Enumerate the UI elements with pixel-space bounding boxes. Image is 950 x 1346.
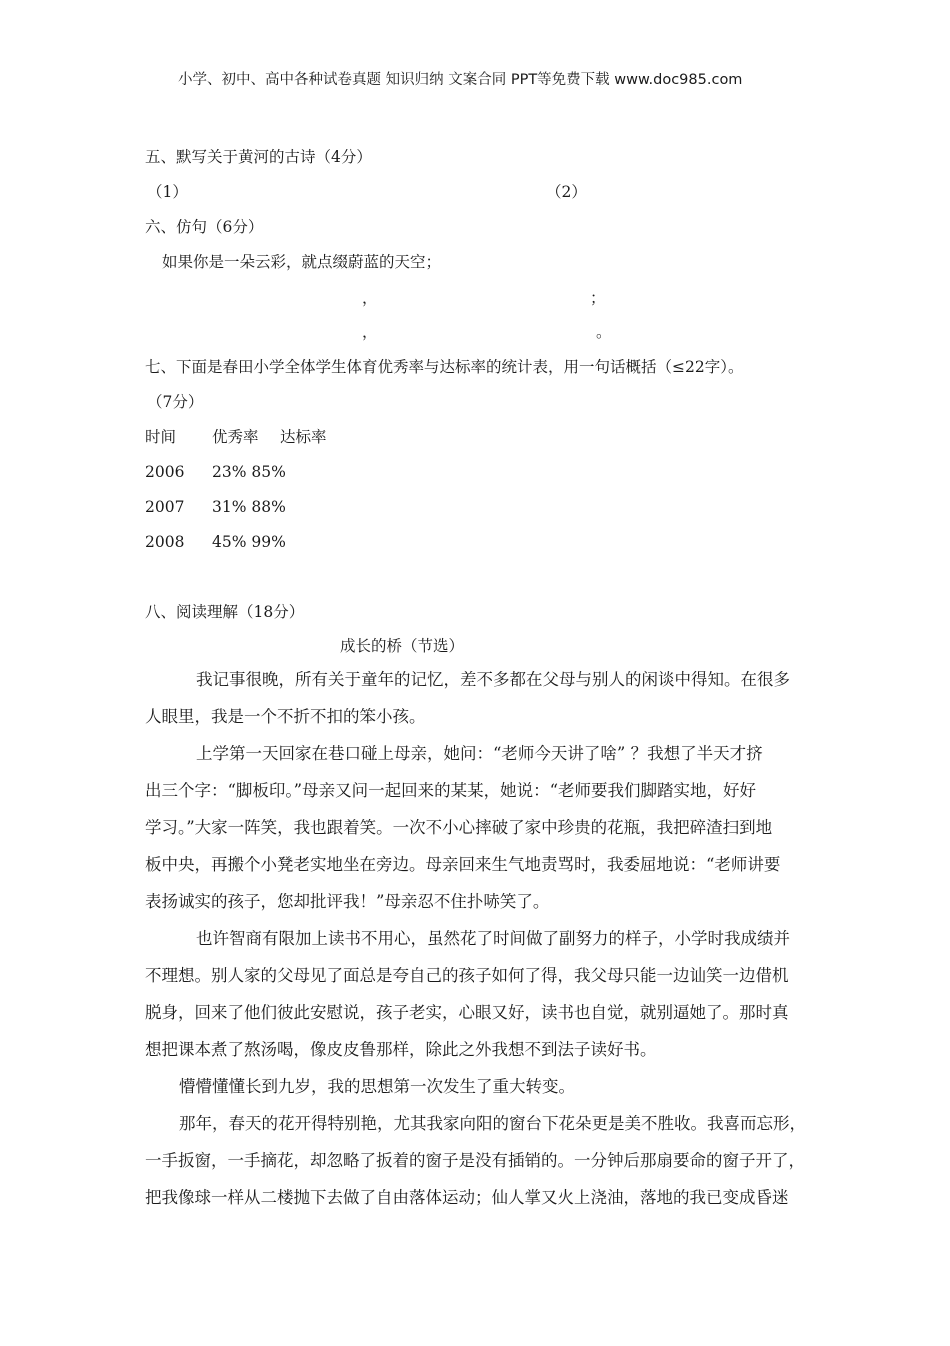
article-line: 懵懵懂懂长到九岁，我的思想第一次发生了重大转变。 — [179, 1077, 575, 1096]
table-row-year: 2006 — [145, 463, 185, 481]
article-line: 那年，春天的花开得特别艳，尤其我家向阳的窗台下花朵更是美不胜收。我喜而忘形， — [179, 1114, 806, 1133]
section-5-title: 五、默写关于黄河的古诗（4分） — [145, 148, 372, 166]
table-row-values: 31% 88% — [212, 498, 286, 516]
poem-blank-1-label: （1） — [147, 183, 188, 201]
article-line: 学习。”大家一阵笑，我也跟着笑。一次不小心摔破了家中珍贵的花瓶，我把碎渣扫到地 — [145, 818, 773, 837]
article-line: 人眼里，我是一个不折不扣的笨小孩。 — [145, 707, 426, 726]
section-6-title: 六、仿句（6分） — [145, 218, 264, 236]
article-line: 上学第一天回家在巷口碰上母亲，她问：“老师今天讲了啥” ？我想了半天才挤 — [196, 744, 763, 763]
table-header-time: 时间 — [145, 428, 177, 446]
article-line: 我记事很晚，所有关于童年的记忆，差不多都在父母与别人的闲谈中得知。在很多 — [196, 670, 790, 689]
table-header-excellent-rate: 优秀率 — [212, 428, 259, 446]
article-line: 出三个字：“脚板印。”母亲又问一起回来的某某，她说：“老师要我们脚踏实地，好好 — [145, 781, 757, 800]
article-line: 一手扳窗，一手摘花，却忽略了扳着的窗子是没有插销的。一分钟后那扇要命的窗子开了， — [145, 1151, 805, 1170]
blank-1-end: ； — [590, 289, 606, 307]
blank-2-comma: ， — [362, 323, 378, 341]
section-8-title: 八、阅读理解（18分） — [145, 603, 305, 621]
article-line: 想把课本煮了熬汤喝，像皮皮鲁那样，除此之外我想不到法子读好书。 — [145, 1040, 657, 1059]
article-title: 成长的桥（节选） — [340, 637, 465, 655]
section-7-score: （7分） — [147, 393, 204, 411]
article-line: 脱身，回来了他们彼此安慰说，孩子老实，心眼又好，读书也自觉，就别逼她了。那时真 — [145, 1003, 789, 1022]
poem-blank-2-label: （2） — [546, 183, 587, 201]
blank-1-comma: ， — [362, 289, 378, 307]
blank-2-end: 。 — [596, 323, 612, 341]
imitation-example: 如果你是一朵云彩，就点缀蔚蓝的天空； — [162, 253, 442, 271]
table-row-values: 23% 85% — [212, 463, 286, 481]
article-line: 表扬诚实的孩子，您却批评我！”母亲忍不住扑哧笑了。 — [145, 892, 550, 911]
article-line: 也许智商有限加上读书不用心，虽然花了时间做了副努力的样子，小学时我成绩并 — [196, 929, 790, 948]
section-7-title: 七、下面是春田小学全体学生体育优秀率与达标率的统计表，用一句话概括（≤22字）。 — [145, 358, 744, 376]
table-row-year: 2008 — [145, 533, 185, 551]
article-line: 不理想。别人家的父母见了面总是夸自己的孩子如何了得，我父母只能一边讪笑一边借机 — [145, 966, 789, 985]
table-row-year: 2007 — [145, 498, 185, 516]
article-line: 板中央，再搬个小凳老实地坐在旁边。母亲回来生气地责骂时，我委屈地说：“老师讲要 — [145, 855, 781, 874]
table-header-pass-rate: 达标率 — [280, 428, 327, 446]
article-line: 把我像球一样从二楼抛下去做了自由落体运动；仙人掌又火上浇油，落地的我已变成昏迷 — [145, 1188, 789, 1207]
page-header: 小学、初中、高中各种试卷真题 知识归纳 文案合同 PPT等免费下载 www.doc985.com — [178, 72, 743, 88]
table-row-values: 45% 99% — [212, 533, 286, 551]
